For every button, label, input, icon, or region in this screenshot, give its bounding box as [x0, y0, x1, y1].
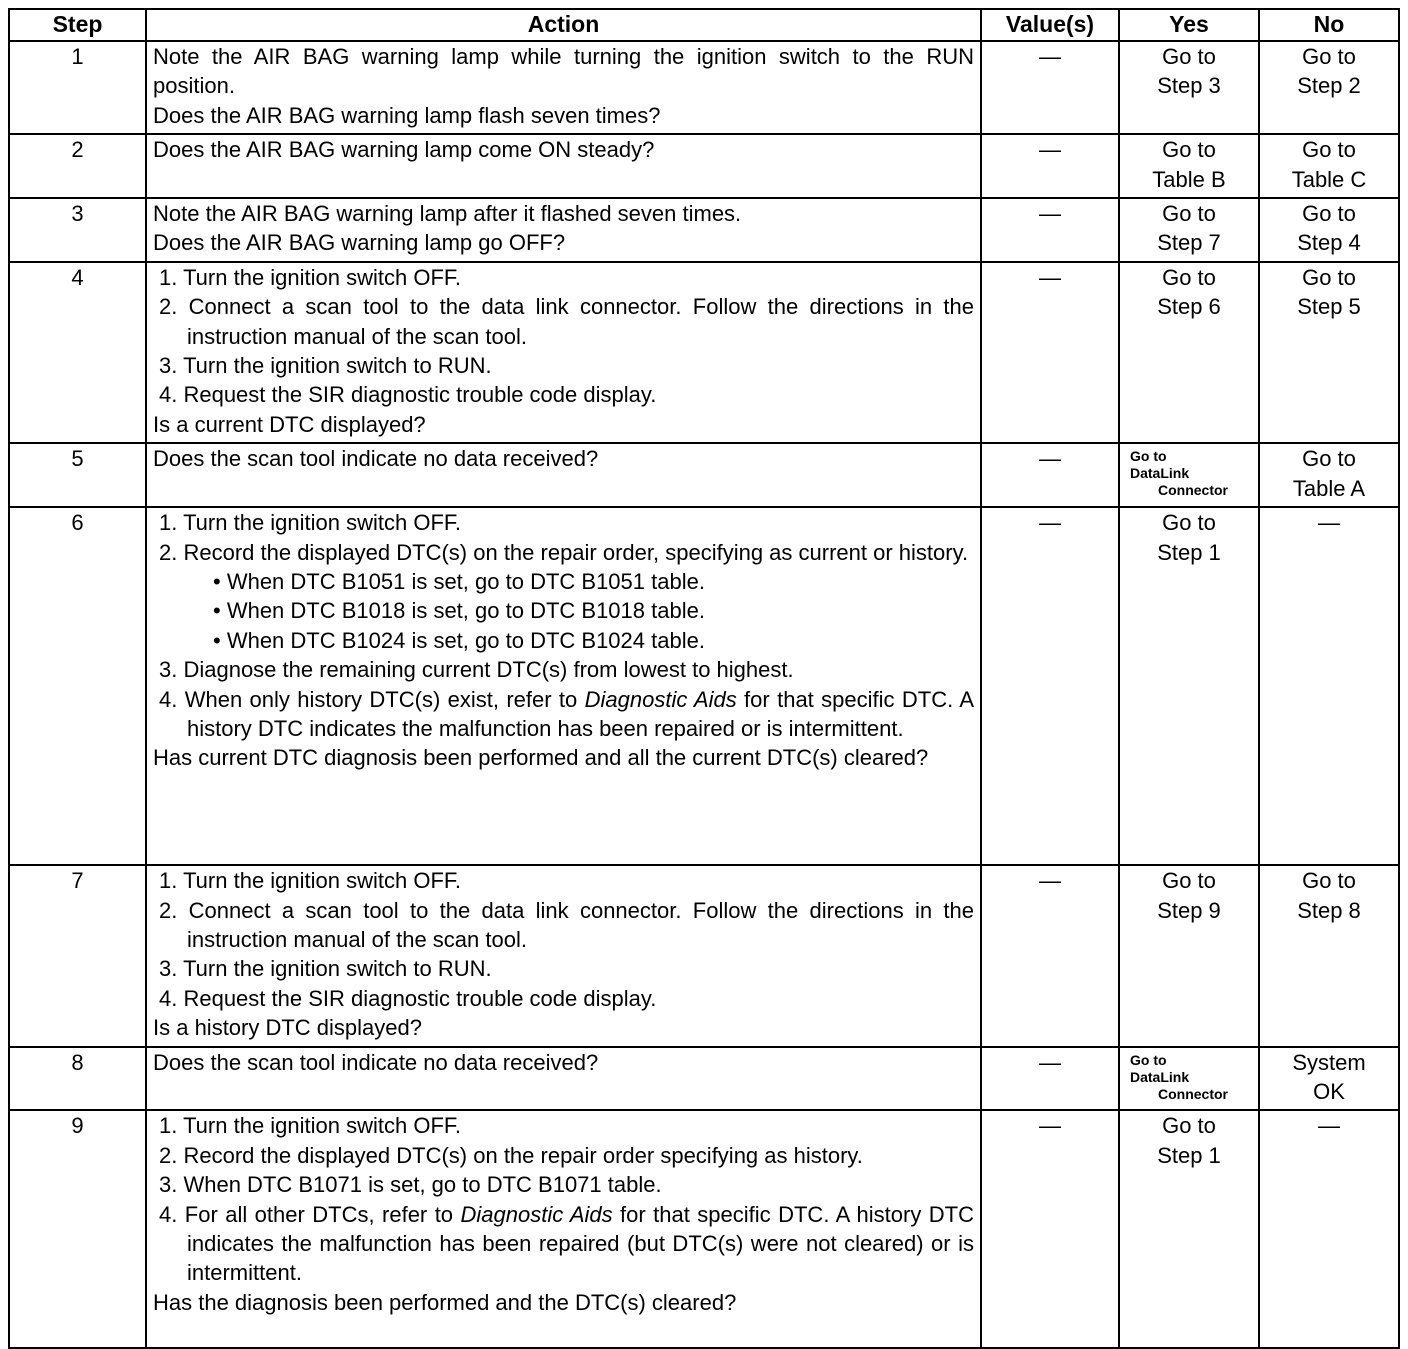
value-cell: —	[981, 134, 1119, 198]
substep: 3. When DTC B1071 is set, go to DTC B1071 table.	[159, 1172, 662, 1198]
step-number: 7	[9, 865, 146, 1046]
table-row	[9, 41, 1399, 134]
yes-line: Go to	[1162, 44, 1216, 69]
yes-line: Step 6	[1157, 294, 1221, 320]
header-action: Action	[146, 9, 981, 41]
value-cell: —	[981, 865, 1119, 1046]
no-cell	[1259, 443, 1399, 507]
substep: 2. Record the displayed DTC(s) on the repair order specifying as history.	[159, 1142, 863, 1168]
no-line: Step 5	[1297, 294, 1361, 320]
header-yes: Yes	[1119, 9, 1259, 41]
no-line: Go to	[1302, 44, 1356, 69]
no-line: Step 8	[1297, 897, 1361, 923]
yes-line: Connector	[1158, 1085, 1228, 1102]
action-text: Note the AIR BAG warning lamp after it flashed seven times.	[153, 201, 742, 227]
no-line: Go to	[1302, 264, 1356, 290]
yes-line: Step 7	[1157, 230, 1221, 256]
yes-line: Go to	[1162, 1113, 1216, 1139]
substep	[153, 685, 974, 744]
yes-cell	[1119, 1110, 1259, 1348]
action-cell	[146, 198, 981, 262]
table-row	[9, 507, 1399, 865]
header-no: No	[1259, 9, 1399, 41]
no-line: OK	[1313, 1078, 1345, 1104]
yes-cell	[1119, 198, 1259, 262]
action-question: Is a history DTC displayed?	[153, 1015, 422, 1041]
yes-line: Step 9	[1157, 897, 1221, 923]
yes-line: Step 1	[1157, 539, 1221, 565]
no-line: —	[1318, 510, 1340, 536]
bullet-item: • When DTC B1018 is set, go to DTC B1018 table.	[213, 598, 705, 624]
no-line: Go to	[1302, 446, 1356, 472]
no-line: Go to	[1302, 201, 1356, 227]
yes-line: DataLink	[1130, 465, 1190, 482]
step-number: 9	[9, 1110, 146, 1348]
table-row	[9, 262, 1399, 443]
yes-line: Table B	[1152, 166, 1226, 192]
substep-text: for that specific DTC. A history DTC indicates the malfunction has been repaired (but DTC(s) were not cleared) or is intermittent.	[187, 1201, 974, 1286]
step-number: 2	[9, 134, 146, 198]
action-question: Does the AIR BAG warning lamp flash seven times?	[153, 102, 661, 128]
no-cell	[1259, 1047, 1399, 1111]
diagnostic-aids-ref: Diagnostic Aids	[584, 686, 737, 712]
no-line: Go to	[1302, 868, 1356, 894]
substep: 4. Request the SIR diagnostic trouble code display.	[159, 382, 657, 408]
step-number: 6	[9, 507, 146, 865]
action-cell	[146, 134, 981, 198]
action-question: Has the diagnosis been performed and the DTC(s) cleared?	[153, 1289, 737, 1315]
yes-line: Connector	[1158, 482, 1228, 499]
no-line: Step 4	[1297, 230, 1361, 256]
yes-line: Step 3	[1157, 73, 1221, 99]
yes-line: Go to	[1162, 510, 1216, 536]
yes-line: Go to	[1130, 1051, 1167, 1068]
no-cell	[1259, 262, 1399, 443]
yes-line: Go to	[1130, 448, 1167, 465]
table-row	[9, 443, 1399, 507]
yes-line: Go to	[1162, 868, 1216, 894]
yes-small-text	[1130, 1048, 1252, 1103]
no-cell	[1259, 198, 1399, 262]
yes-line: Step 1	[1157, 1142, 1221, 1168]
table-row	[9, 198, 1399, 262]
yes-cell	[1119, 134, 1259, 198]
value-cell: —	[981, 41, 1119, 134]
no-line: Table C	[1291, 166, 1367, 192]
bullet-item: • When DTC B1051 is set, go to DTC B1051 table.	[213, 568, 705, 594]
action-question: Does the AIR BAG warning lamp come ON steady?	[153, 137, 655, 163]
value-cell: —	[981, 507, 1119, 865]
yes-cell	[1119, 507, 1259, 865]
step-number: 8	[9, 1047, 146, 1111]
value-cell: —	[981, 262, 1119, 443]
substep: 3. Turn the ignition switch to RUN.	[159, 353, 492, 379]
header-values: Value(s)	[981, 9, 1119, 41]
header-row	[9, 9, 1399, 41]
substep: 1. Turn the ignition switch OFF.	[159, 264, 462, 290]
no-cell	[1259, 41, 1399, 134]
step-number: 5	[9, 443, 146, 507]
substep: 2. Record the displayed DTC(s) on the repair order, specifying as current or history.	[159, 539, 969, 565]
no-line: Go to	[1302, 137, 1356, 163]
no-line: Table A	[1292, 475, 1366, 501]
substep: 3. Diagnose the remaining current DTC(s) from lowest to highest.	[159, 657, 794, 683]
table-row	[9, 865, 1399, 1046]
diagnostic-table	[8, 8, 1400, 1349]
no-line: —	[1318, 1113, 1340, 1139]
value-cell: —	[981, 1047, 1119, 1111]
substep: 1. Turn the ignition switch OFF.	[159, 510, 462, 536]
substep: 3. Turn the ignition switch to RUN.	[159, 956, 492, 982]
substep: 2. Connect a scan tool to the data link connector. Follow the directions in the instruction manual of the scan tool.	[159, 294, 974, 349]
table-row	[9, 1110, 1399, 1348]
substep: 4. Request the SIR diagnostic trouble code display.	[159, 985, 657, 1011]
substep: 1. Turn the ignition switch OFF.	[159, 1113, 462, 1139]
value-cell: —	[981, 1110, 1119, 1348]
yes-small-text	[1130, 444, 1252, 499]
table-row	[9, 1047, 1399, 1111]
action-cell	[146, 1110, 981, 1348]
substep-text: 4. For all other DTCs, refer to	[159, 1201, 461, 1227]
yes-line: Go to	[1162, 137, 1216, 163]
substep-text: for that specific DTC. A history DTC indicates the malfunction has been repaired or is intermittent.	[187, 686, 975, 741]
yes-cell	[1119, 41, 1259, 134]
table-row	[9, 134, 1399, 198]
action-cell	[146, 1047, 981, 1111]
substep: 1. Turn the ignition switch OFF.	[159, 868, 462, 894]
no-line: System	[1292, 1049, 1366, 1075]
action-cell	[146, 443, 981, 507]
action-question: Does the scan tool indicate no data received?	[153, 1049, 599, 1075]
no-cell	[1259, 1110, 1399, 1348]
no-line: Step 2	[1297, 73, 1361, 99]
action-question: Has current DTC diagnosis been performed and all the current DTC(s) cleared?	[153, 745, 929, 771]
step-number: 3	[9, 198, 146, 262]
action-question: Is a current DTC displayed?	[153, 411, 426, 437]
substep: 2. Connect a scan tool to the data link connector. Follow the directions in the instruction manual of the scan tool.	[159, 897, 974, 952]
value-cell: —	[981, 198, 1119, 262]
no-cell	[1259, 134, 1399, 198]
action-question: Does the AIR BAG warning lamp go OFF?	[153, 230, 566, 256]
yes-cell	[1119, 1047, 1259, 1111]
action-text: Note the AIR BAG warning lamp while turning the ignition switch to the RUN position.	[153, 44, 974, 99]
action-question: Does the scan tool indicate no data received?	[153, 446, 599, 472]
action-cell	[146, 262, 981, 443]
yes-line: DataLink	[1130, 1068, 1190, 1085]
no-cell	[1259, 507, 1399, 865]
no-cell	[1259, 865, 1399, 1046]
yes-cell	[1119, 262, 1259, 443]
action-cell	[146, 865, 981, 1046]
yes-cell	[1119, 443, 1259, 507]
diagnostic-aids-ref: Diagnostic Aids	[460, 1201, 613, 1227]
substep	[153, 1200, 974, 1288]
header-step: Step	[9, 9, 146, 41]
action-cell	[146, 41, 981, 134]
value-cell: —	[981, 443, 1119, 507]
substep-text: 4. When only history DTC(s) exist, refer to	[159, 686, 585, 712]
yes-cell	[1119, 865, 1259, 1046]
yes-line: Go to	[1162, 201, 1216, 227]
bullet-item: • When DTC B1024 is set, go to DTC B1024 table.	[213, 627, 705, 653]
action-cell	[146, 507, 981, 865]
yes-line: Go to	[1162, 264, 1216, 290]
step-number: 1	[9, 41, 146, 134]
step-number: 4	[9, 262, 146, 443]
